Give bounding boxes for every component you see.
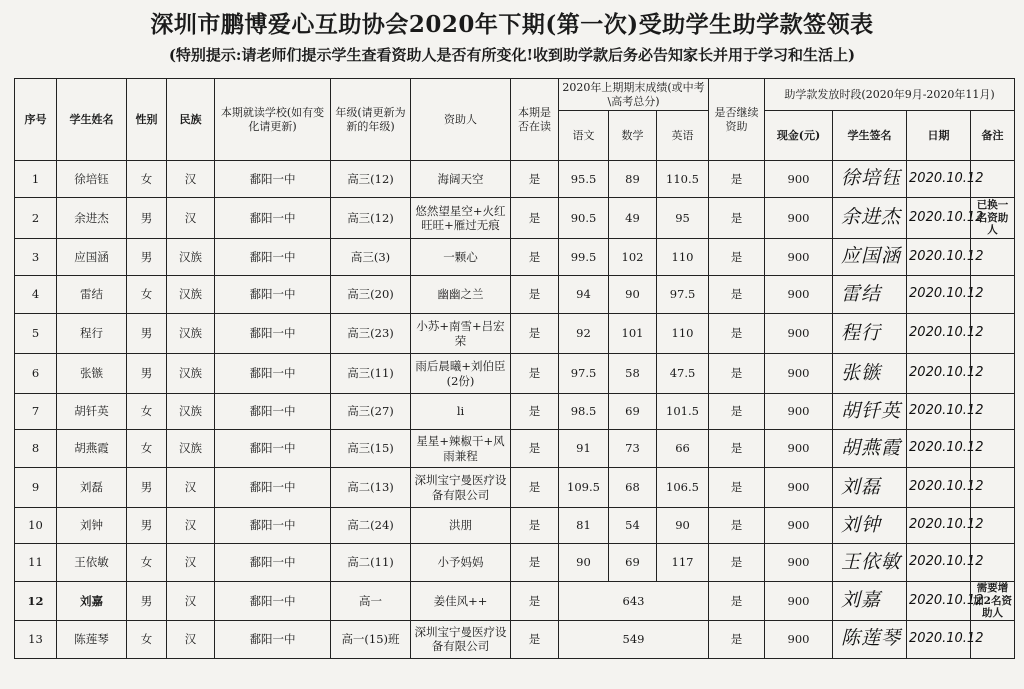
cell-math-score: 49 [609, 198, 657, 239]
table-row [15, 394, 1015, 430]
cell-gender: 女 [127, 620, 167, 658]
cell-grade: 高三(27) [331, 394, 411, 430]
cell-english-score: 97.5 [657, 276, 709, 314]
cell-school: 鄱阳一中 [215, 544, 331, 582]
cell-chinese-score: 99.5 [559, 239, 609, 276]
cell-continue: 是 [709, 354, 765, 394]
table-row [15, 620, 1015, 658]
cell-sponsor: 星星+辣椒干+风雨兼程 [411, 430, 511, 468]
table-row [15, 276, 1015, 314]
cell-seq: 12 [15, 582, 57, 621]
cell-continue: 是 [709, 276, 765, 314]
cell-sponsor: 深圳宝宁曼医疗设备有限公司 [411, 620, 511, 658]
cell-grade: 高三(20) [331, 276, 411, 314]
cell-signature: 胡钎英 [833, 394, 907, 430]
cell-continue: 是 [709, 508, 765, 544]
cell-gender: 男 [127, 198, 167, 239]
cell-school: 鄱阳一中 [215, 582, 331, 621]
cell-grade: 高三(15) [331, 430, 411, 468]
cell-enrolled: 是 [511, 544, 559, 582]
col-header-grade: 年级(请更新为新的年级) [331, 79, 411, 161]
cell-enrolled: 是 [511, 161, 559, 198]
cell-continue: 是 [709, 314, 765, 354]
cell-gender: 女 [127, 430, 167, 468]
table-row [15, 544, 1015, 582]
cell-math-score: 69 [609, 394, 657, 430]
cell-math-score: 101 [609, 314, 657, 354]
table-row [15, 239, 1015, 276]
cell-enrolled: 是 [511, 508, 559, 544]
cell-english-score: 101.5 [657, 394, 709, 430]
cell-english-score: 106.5 [657, 468, 709, 508]
cell-chinese-score: 90 [559, 544, 609, 582]
cell-school: 鄱阳一中 [215, 620, 331, 658]
cell-sponsor: li [411, 394, 511, 430]
col-header-date: 日期 [907, 111, 971, 161]
cell-seq: 6 [15, 354, 57, 394]
cell-date: 2020.10.12 [907, 314, 971, 354]
cell-grade: 高一 [331, 582, 411, 621]
col-header-english: 英语 [657, 111, 709, 161]
cell-continue: 是 [709, 544, 765, 582]
col-header-scores: 2020年上期期末成绩(或中考\高考总分) [559, 79, 709, 111]
cell-math-score: 89 [609, 161, 657, 198]
cell-gender: 男 [127, 354, 167, 394]
cell-continue: 是 [709, 161, 765, 198]
cell-student-name: 徐培钰 [57, 161, 127, 198]
cell-cash: 900 [765, 508, 833, 544]
cell-student-name: 张镞 [57, 354, 127, 394]
cell-date: 2020.10.12 [907, 468, 971, 508]
cell-student-name: 陈莲琴 [57, 620, 127, 658]
cell-school: 鄱阳一中 [215, 508, 331, 544]
special-notice: (特别提示:请老师们提示学生查看资助人是否有所变化!收到助学款后务必告知家长并用于学习和生活上) [168, 46, 856, 64]
cell-signature: 徐培钰 [833, 161, 907, 198]
cell-cash: 900 [765, 544, 833, 582]
cell-math-score: 73 [609, 430, 657, 468]
cell-seq: 11 [15, 544, 57, 582]
cell-chinese-score: 109.5 [559, 468, 609, 508]
table-body [15, 161, 1015, 659]
col-header-signature: 学生签名 [833, 111, 907, 161]
col-header-gender: 性别 [127, 79, 167, 161]
cell-chinese-score: 97.5 [559, 354, 609, 394]
cell-gender: 男 [127, 314, 167, 354]
cell-seq: 8 [15, 430, 57, 468]
cell-gender: 男 [127, 508, 167, 544]
cell-date: 2020.10.12 [907, 544, 971, 582]
col-header-ethnicity: 民族 [167, 79, 215, 161]
cell-signature: 雷结 [833, 276, 907, 314]
cell-cash: 900 [765, 276, 833, 314]
cell-cash: 900 [765, 468, 833, 508]
cell-grade: 高一(15)班 [331, 620, 411, 658]
cell-student-name: 刘磊 [57, 468, 127, 508]
cell-seq: 3 [15, 239, 57, 276]
cell-chinese-score: 90.5 [559, 198, 609, 239]
col-header-period: 助学款发放时段(2020年9月-2020年11月) [765, 79, 1015, 111]
cell-ethnicity: 汉 [167, 198, 215, 239]
cell-cash: 900 [765, 620, 833, 658]
cell-math-score: 69 [609, 544, 657, 582]
cell-math-score: 102 [609, 239, 657, 276]
table-row [15, 198, 1015, 239]
cell-signature: 王依敏 [833, 544, 907, 582]
cell-chinese-score: 81 [559, 508, 609, 544]
cell-date: 2020.10.12 [907, 582, 971, 621]
cell-signature: 余进杰 [833, 198, 907, 239]
table-row [15, 314, 1015, 354]
cell-enrolled: 是 [511, 354, 559, 394]
cell-ethnicity: 汉 [167, 544, 215, 582]
cell-ethnicity: 汉族 [167, 239, 215, 276]
cell-student-name: 雷结 [57, 276, 127, 314]
cell-math-score: 54 [609, 508, 657, 544]
cell-enrolled: 是 [511, 314, 559, 354]
table-row [15, 468, 1015, 508]
cell-enrolled: 是 [511, 198, 559, 239]
cell-chinese-score: 92 [559, 314, 609, 354]
cell-gender: 女 [127, 394, 167, 430]
col-header-seq: 序号 [15, 79, 57, 161]
col-header-name: 学生姓名 [57, 79, 127, 161]
table-row [15, 508, 1015, 544]
cell-remark: 已换一名资助人 [971, 198, 1015, 239]
cell-signature: 刘嘉 [833, 582, 907, 621]
cell-ethnicity: 汉族 [167, 394, 215, 430]
cell-sponsor: 深圳宝宁曼医疗设备有限公司 [411, 468, 511, 508]
cell-cash: 900 [765, 430, 833, 468]
cell-date: 2020.10.12 [907, 394, 971, 430]
cell-school: 鄱阳一中 [215, 161, 331, 198]
cell-seq: 5 [15, 314, 57, 354]
cell-seq: 9 [15, 468, 57, 508]
cell-seq: 13 [15, 620, 57, 658]
cell-math-score: 90 [609, 276, 657, 314]
cell-ethnicity: 汉族 [167, 430, 215, 468]
cell-date: 2020.10.12 [907, 508, 971, 544]
table-row [15, 354, 1015, 394]
cell-school: 鄱阳一中 [215, 314, 331, 354]
cell-student-name: 胡钎英 [57, 394, 127, 430]
cell-grade: 高二(11) [331, 544, 411, 582]
col-header-continue: 是否继续资助 [709, 79, 765, 161]
table-row [15, 582, 1015, 621]
cell-enrolled: 是 [511, 394, 559, 430]
cell-enrolled: 是 [511, 468, 559, 508]
cell-student-name: 刘嘉 [57, 582, 127, 621]
col-header-chinese: 语文 [559, 111, 609, 161]
col-header-school: 本期就读学校(如有变化请更新) [215, 79, 331, 161]
cell-ethnicity: 汉 [167, 582, 215, 621]
cell-sponsor: 雨后晨曦+刘伯臣(2份) [411, 354, 511, 394]
cell-cash: 900 [765, 161, 833, 198]
cell-date: 2020.10.12 [907, 620, 971, 658]
cell-chinese-score: 98.5 [559, 394, 609, 430]
cell-school: 鄱阳一中 [215, 430, 331, 468]
cell-school: 鄱阳一中 [215, 276, 331, 314]
cell-english-score: 117 [657, 544, 709, 582]
cell-seq: 10 [15, 508, 57, 544]
cell-continue: 是 [709, 582, 765, 621]
cell-enrolled: 是 [511, 276, 559, 314]
cell-enrolled: 是 [511, 239, 559, 276]
cell-school: 鄱阳一中 [215, 198, 331, 239]
stipend-signoff-table [14, 78, 1015, 659]
cell-english-score: 110 [657, 314, 709, 354]
cell-cash: 900 [765, 394, 833, 430]
cell-signature: 刘磊 [833, 468, 907, 508]
cell-sponsor: 海阔天空 [411, 161, 511, 198]
cell-ethnicity: 汉 [167, 508, 215, 544]
cell-continue: 是 [709, 620, 765, 658]
cell-school: 鄱阳一中 [215, 239, 331, 276]
col-header-enrolled: 本期是否在读 [511, 79, 559, 161]
cell-signature: 程行 [833, 314, 907, 354]
cell-gender: 女 [127, 161, 167, 198]
cell-seq: 4 [15, 276, 57, 314]
cell-signature: 应国涵 [833, 239, 907, 276]
cell-english-score: 47.5 [657, 354, 709, 394]
cell-sponsor: 洪朋 [411, 508, 511, 544]
cell-student-name: 王依敏 [57, 544, 127, 582]
cell-enrolled: 是 [511, 620, 559, 658]
cell-total-score: 643 [559, 582, 709, 621]
cell-ethnicity: 汉 [167, 468, 215, 508]
cell-grade: 高三(12) [331, 198, 411, 239]
cell-grade: 高三(3) [331, 239, 411, 276]
cell-gender: 男 [127, 582, 167, 621]
cell-cash: 900 [765, 582, 833, 621]
cell-ethnicity: 汉 [167, 161, 215, 198]
col-header-cash: 现金(元) [765, 111, 833, 161]
cell-date: 2020.10.12 [907, 276, 971, 314]
cell-school: 鄱阳一中 [215, 394, 331, 430]
cell-cash: 900 [765, 354, 833, 394]
cell-continue: 是 [709, 239, 765, 276]
cell-math-score: 68 [609, 468, 657, 508]
cell-gender: 女 [127, 276, 167, 314]
cell-sponsor: 幽幽之兰 [411, 276, 511, 314]
cell-continue: 是 [709, 430, 765, 468]
table-row [15, 161, 1015, 198]
cell-chinese-score: 94 [559, 276, 609, 314]
cell-gender: 男 [127, 468, 167, 508]
table-row [15, 430, 1015, 468]
cell-seq: 7 [15, 394, 57, 430]
cell-gender: 男 [127, 239, 167, 276]
cell-english-score: 110 [657, 239, 709, 276]
cell-date: 2020.10.12 [907, 198, 971, 239]
cell-seq: 1 [15, 161, 57, 198]
cell-english-score: 110.5 [657, 161, 709, 198]
cell-grade: 高三(23) [331, 314, 411, 354]
cell-sponsor: 姜佳风++ [411, 582, 511, 621]
document-title: 深圳市鹏博爱心互助协会2020年下期(第一次)受助学生助学款签领表 [150, 11, 874, 38]
cell-chinese-score: 95.5 [559, 161, 609, 198]
cell-date: 2020.10.12 [907, 239, 971, 276]
cell-ethnicity: 汉族 [167, 314, 215, 354]
cell-grade: 高三(11) [331, 354, 411, 394]
cell-math-score: 58 [609, 354, 657, 394]
cell-signature: 陈莲琴 [833, 620, 907, 658]
cell-ethnicity: 汉 [167, 620, 215, 658]
cell-student-name: 刘钟 [57, 508, 127, 544]
col-header-math: 数学 [609, 111, 657, 161]
cell-english-score: 95 [657, 198, 709, 239]
cell-sponsor: 悠然望星空+火红旺旺+雁过无痕 [411, 198, 511, 239]
cell-ethnicity: 汉族 [167, 276, 215, 314]
cell-sponsor: 小予妈妈 [411, 544, 511, 582]
cell-signature: 张镞 [833, 354, 907, 394]
cell-cash: 900 [765, 314, 833, 354]
cell-sponsor: 一颗心 [411, 239, 511, 276]
cell-gender: 女 [127, 544, 167, 582]
cell-english-score: 66 [657, 430, 709, 468]
cell-continue: 是 [709, 468, 765, 508]
cell-seq: 2 [15, 198, 57, 239]
cell-cash: 900 [765, 198, 833, 239]
cell-sponsor: 小苏+南雪+吕宏荣 [411, 314, 511, 354]
cell-total-score: 549 [559, 620, 709, 658]
cell-grade: 高三(12) [331, 161, 411, 198]
cell-ethnicity: 汉族 [167, 354, 215, 394]
cell-cash: 900 [765, 239, 833, 276]
cell-date: 2020.10.12 [907, 430, 971, 468]
cell-remark: 需要增加2名资助人 [971, 582, 1015, 621]
cell-school: 鄱阳一中 [215, 468, 331, 508]
cell-enrolled: 是 [511, 430, 559, 468]
cell-enrolled: 是 [511, 582, 559, 621]
cell-continue: 是 [709, 198, 765, 239]
cell-student-name: 胡燕霞 [57, 430, 127, 468]
cell-student-name: 应国涵 [57, 239, 127, 276]
cell-signature: 刘钟 [833, 508, 907, 544]
col-header-sponsor: 资助人 [411, 79, 511, 161]
cell-date: 2020.10.12 [907, 161, 971, 198]
cell-student-name: 程行 [57, 314, 127, 354]
cell-continue: 是 [709, 394, 765, 430]
cell-grade: 高二(13) [331, 468, 411, 508]
cell-signature: 胡燕霞 [833, 430, 907, 468]
cell-date: 2020.10.12 [907, 354, 971, 394]
cell-grade: 高二(24) [331, 508, 411, 544]
cell-chinese-score: 91 [559, 430, 609, 468]
col-header-remark: 备注 [971, 111, 1015, 161]
cell-school: 鄱阳一中 [215, 354, 331, 394]
cell-student-name: 余进杰 [57, 198, 127, 239]
cell-english-score: 90 [657, 508, 709, 544]
